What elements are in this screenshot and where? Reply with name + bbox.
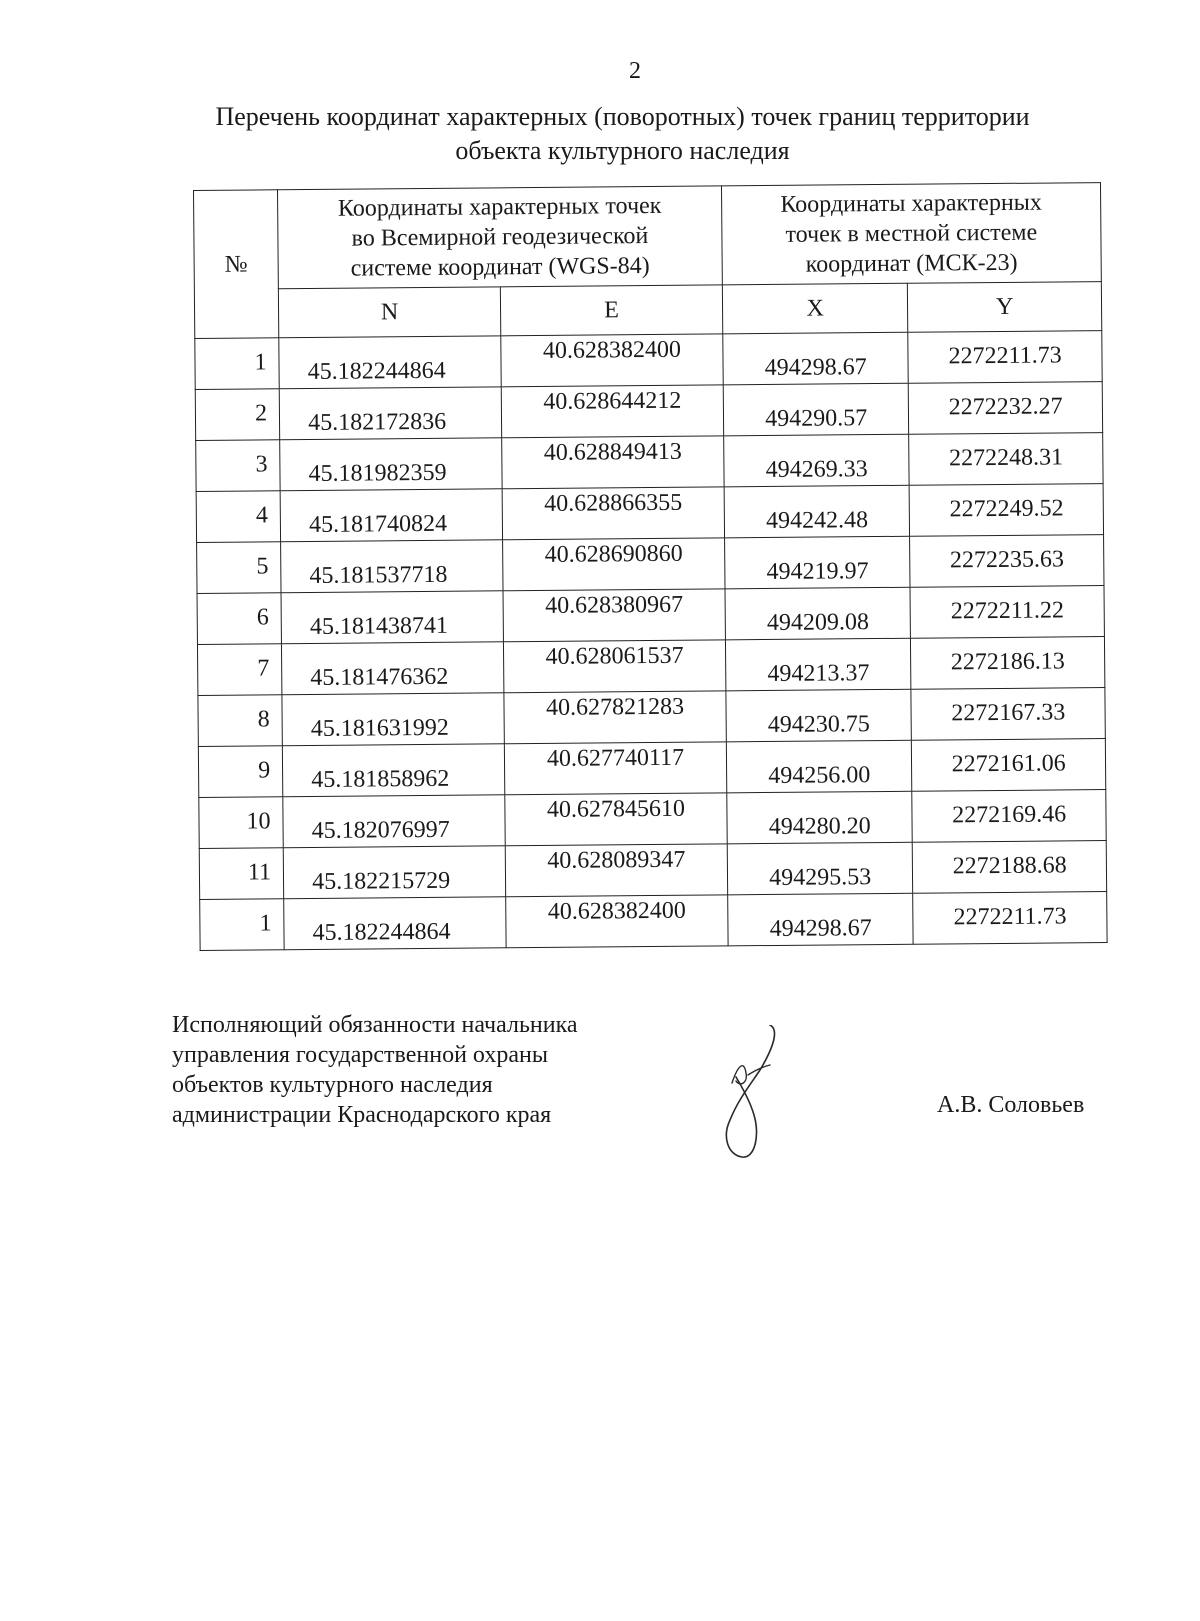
header-wgs84-line-3: системе координат (WGS-84) bbox=[350, 253, 650, 282]
cell-e: 40.627821283 bbox=[504, 691, 726, 744]
cell-x: 494269.33 bbox=[724, 434, 910, 487]
cell-e: 40.628089347 bbox=[505, 844, 727, 897]
cell-y: 2272211.73 bbox=[908, 331, 1102, 384]
cell-x: 494295.53 bbox=[727, 842, 913, 895]
cell-e: 40.628866355 bbox=[502, 487, 724, 540]
cell-e: 40.627845610 bbox=[505, 793, 727, 846]
cell-n: 45.182215729 bbox=[283, 846, 505, 899]
signer-position-line: администрации Краснодарского края bbox=[172, 1102, 552, 1128]
page-number: 2 bbox=[629, 58, 641, 84]
signer-position-line: Исполняющий обязанности начальника bbox=[172, 1012, 578, 1038]
cell-e: 40.628644212 bbox=[501, 385, 723, 438]
table-row bbox=[199, 841, 1106, 900]
coordinates-table bbox=[193, 182, 1108, 951]
cell-n: 45.181476362 bbox=[282, 642, 504, 695]
header-wgs84-group bbox=[278, 186, 723, 289]
cell-point-number: 11 bbox=[199, 848, 284, 900]
cell-e: 40.627740117 bbox=[504, 742, 726, 795]
cell-e: 40.628690860 bbox=[503, 538, 725, 591]
cell-x: 494298.67 bbox=[728, 893, 914, 946]
cell-x: 494242.48 bbox=[724, 485, 910, 538]
header-number: № bbox=[194, 190, 279, 339]
cell-y: 2272211.73 bbox=[913, 892, 1107, 945]
title-line-2: объекта культурного наследия bbox=[455, 136, 790, 165]
cell-n: 45.181982359 bbox=[280, 438, 502, 491]
table-row bbox=[197, 586, 1104, 645]
cell-e: 40.628061537 bbox=[503, 640, 725, 693]
cell-point-number: 2 bbox=[195, 389, 280, 441]
cell-y: 2272161.06 bbox=[912, 739, 1106, 792]
header-x: X bbox=[722, 283, 908, 334]
table-row bbox=[198, 739, 1105, 798]
cell-e: 40.628382400 bbox=[501, 334, 723, 387]
cell-x: 494213.37 bbox=[725, 638, 911, 691]
header-n: N bbox=[278, 287, 500, 338]
cell-point-number: 1 bbox=[200, 899, 285, 951]
title-line-1: Перечень координат характерных (поворотных) точек границ территории bbox=[215, 102, 1030, 131]
cell-point-number: 4 bbox=[196, 491, 281, 543]
cell-y: 2272248.31 bbox=[909, 433, 1103, 486]
cell-point-number: 3 bbox=[196, 440, 281, 492]
cell-n: 45.182244864 bbox=[279, 336, 501, 389]
cell-y: 2272169.46 bbox=[912, 790, 1106, 843]
cell-n: 45.181631992 bbox=[282, 693, 504, 746]
cell-n: 45.181537718 bbox=[281, 540, 503, 593]
table-row bbox=[197, 535, 1104, 594]
cell-point-number: 9 bbox=[198, 746, 283, 798]
cell-e: 40.628380967 bbox=[503, 589, 725, 642]
signer-name: А.В. Соловьев bbox=[937, 1092, 1085, 1118]
table-row bbox=[196, 484, 1103, 543]
cell-y: 2272188.68 bbox=[913, 841, 1107, 894]
cell-x: 494290.57 bbox=[723, 383, 909, 436]
cell-x: 494256.00 bbox=[726, 740, 912, 793]
table-row bbox=[200, 892, 1107, 951]
header-msk23-line-3: координат (МСК-23) bbox=[805, 249, 1018, 278]
cell-point-number: 7 bbox=[197, 644, 282, 696]
cell-x: 494280.20 bbox=[727, 791, 913, 844]
cell-y: 2272249.52 bbox=[910, 484, 1104, 537]
header-msk23-line-1: Координаты характерных bbox=[780, 189, 1042, 218]
table-body bbox=[195, 331, 1107, 951]
cell-y: 2272186.13 bbox=[911, 637, 1105, 690]
table-row bbox=[198, 688, 1105, 747]
header-y: Y bbox=[908, 282, 1102, 333]
table-row bbox=[196, 433, 1103, 492]
table-row bbox=[199, 790, 1106, 849]
cell-point-number: 8 bbox=[198, 695, 283, 747]
cell-y: 2272211.22 bbox=[910, 586, 1104, 639]
signer-position-line: объектов культурного наследия bbox=[172, 1072, 493, 1098]
header-e: E bbox=[500, 285, 722, 336]
cell-point-number: 1 bbox=[195, 338, 280, 390]
cell-point-number: 6 bbox=[197, 593, 282, 645]
table-row bbox=[195, 382, 1102, 441]
cell-n: 45.182076997 bbox=[283, 795, 505, 848]
cell-n: 45.181858962 bbox=[282, 744, 504, 797]
table-row bbox=[195, 331, 1102, 390]
cell-e: 40.628849413 bbox=[502, 436, 724, 489]
header-msk23-group bbox=[721, 183, 1101, 285]
document-title bbox=[150, 100, 1095, 168]
cell-n: 45.181438741 bbox=[281, 591, 503, 644]
cell-n: 45.182172836 bbox=[279, 387, 501, 440]
cell-x: 494230.75 bbox=[726, 689, 912, 742]
header-wgs84-line-2: во Всемирной геодезической bbox=[351, 223, 649, 252]
cell-y: 2272235.63 bbox=[910, 535, 1104, 588]
cell-x: 494219.97 bbox=[725, 536, 911, 589]
cell-y: 2272232.27 bbox=[909, 382, 1103, 435]
table-row bbox=[197, 637, 1104, 696]
cell-x: 494298.67 bbox=[723, 332, 909, 385]
signer-position bbox=[172, 1010, 578, 1130]
cell-x: 494209.08 bbox=[725, 587, 911, 640]
cell-e: 40.628382400 bbox=[506, 895, 728, 948]
signer-position-line: управления государственной охраны bbox=[172, 1042, 548, 1068]
cell-point-number: 5 bbox=[197, 542, 282, 594]
cell-n: 45.181740824 bbox=[280, 489, 502, 542]
handwritten-signature bbox=[710, 1025, 810, 1165]
cell-point-number: 10 bbox=[199, 797, 284, 849]
cell-y: 2272167.33 bbox=[911, 688, 1105, 741]
header-wgs84-line-1: Координаты характерных точек bbox=[337, 192, 662, 222]
cell-n: 45.182244864 bbox=[284, 897, 506, 950]
header-msk23-line-2: точек в местной системе bbox=[785, 219, 1038, 248]
